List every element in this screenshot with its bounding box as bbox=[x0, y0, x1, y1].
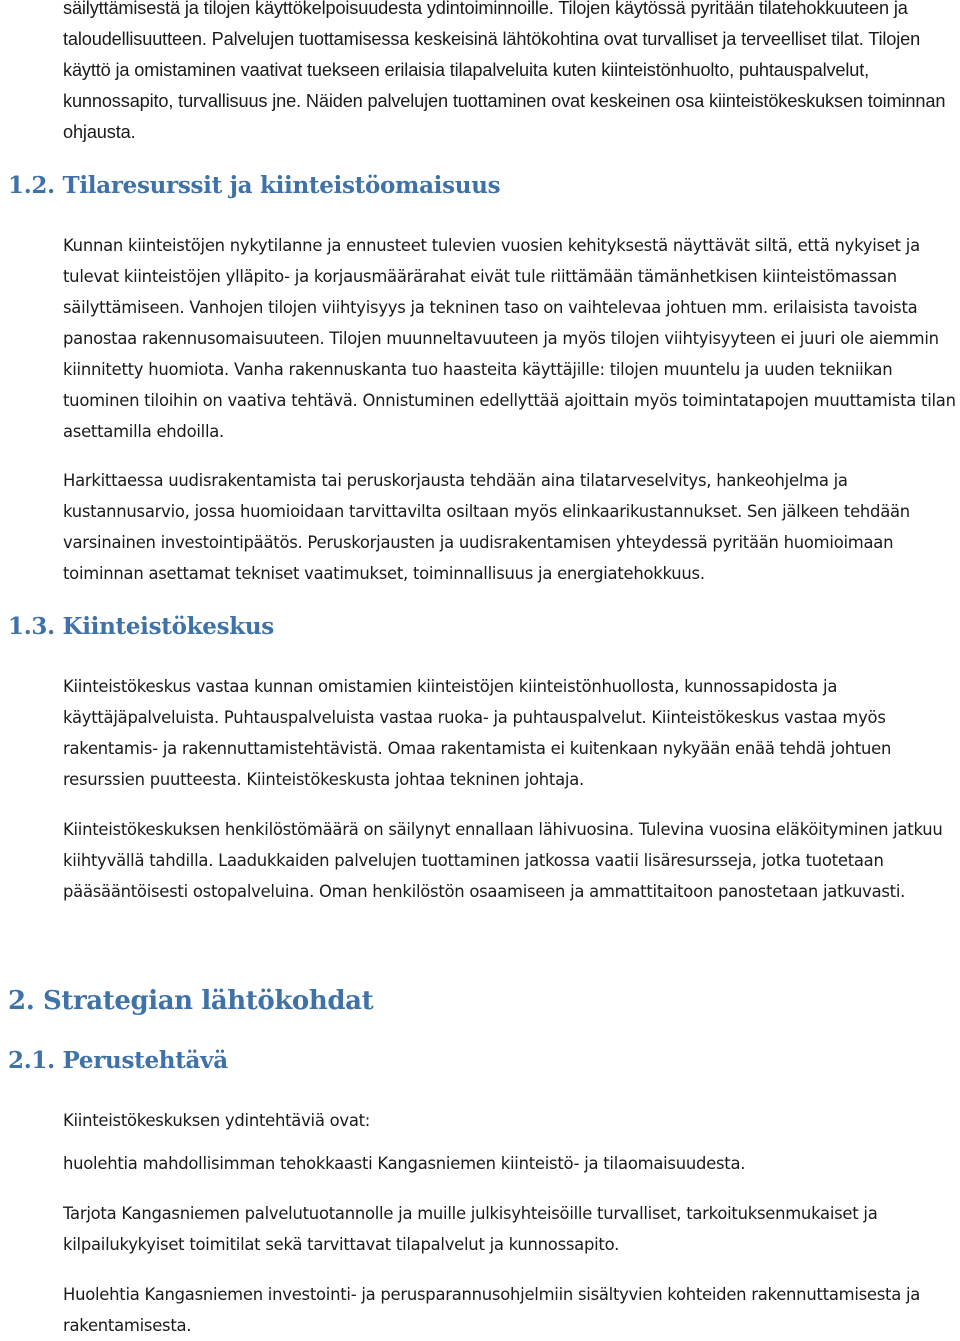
intro-paragraph: säilyttämisestä ja tilojen käyttökelpoisuudesta ydintoiminnoille. Tilojen käytössä pyritään tilatehokkuuteen ja taloudellisuutteen. Palvelujen tuottamisessa keskeisinä lähtökohtina ovat turvalliset ja terveelliset tilat. Tilojen käyttö ja omistaminen vaativat tuekseen erilaisia tilapalveluita kuten kiinteistönhuolto, puhtauspalvelut, kunnossapito, turvallisuus jne. Näiden palvelujen tuottaminen ovat keskeinen osa kiinteistökeskuksen toiminnan ohjausta. bbox=[63, 0, 946, 142]
paragraph-kiinteistojen-nykytilanne: Kunnan kiinteistöjen nykytilanne ja ennusteet tulevien vuosien kehityksestä näyttävät siltä, että nykyiset ja tulevat kiinteistöjen ylläpito- ja korjausmäärärahat eivät tule riittämään tämänhetkisen kiinteistömassan säilyttämiseen. Vanhojen tilojen viihtyisyys ja tekninen taso on vaihtelevaa johtuen mm. erilaisista tavoista panostaa rakennusomaisuuteen. Tilojen muunneltavuuteen ja myös tilojen viihtyisyyteen ei juuri ole aiemmin kiinnitetty huomiota. Vanha rakennuskanta tuo haasteita käyttäjille: tilojen muuntelu ja uuden tekniikan tuominen tiloihin on vaativa tehtävä. Onnistuminen edellyttää ajoittain myös toimintatapojen muuttamista tilan asettamilla ehdoilla. bbox=[63, 236, 956, 441]
paragraph-ydintehtava-2: Tarjota Kangasniemen palvelutuotannolle ja muille julkisyhteisöille turvalliset, tarkoituksenmukaiset ja kilpailukykyiset toimitilat sekä tarvittavat tilapalvelut ja kunnossapito. bbox=[63, 1204, 878, 1254]
paragraph-ydintehtavat-intro: Kiinteistökeskuksen ydintehtäviä ovat: bbox=[63, 1111, 371, 1130]
paragraph-kiinteistokeskus-vastaa: Kiinteistökeskus vastaa kunnan omistamien kiinteistöjen kiinteistönhuollosta, kunnossapidosta ja käyttäjäpalveluista. Puhtauspalveluista vastaa ruoka- ja puhtauspalvelut. Kiinteistökeskus vastaa myös rakentamis- ja rakennuttamistehtävistä. Omaa rakentamista ei kuitenkaan nykyään enää tehdä johtuen resurssien puutteesta. Kiinteistökeskusta johtaa tekninen johtaja. bbox=[63, 677, 892, 789]
section-heading-2-1: 2.1. Perustehtävä bbox=[8, 1047, 228, 1074]
section-heading-2: 2. Strategian lähtökohdat bbox=[8, 986, 374, 1016]
paragraph-ydintehtava-1: huolehtia mahdollisimman tehokkaasti Kangasniemen kiinteistö- ja tilaomaisuudesta. bbox=[63, 1154, 746, 1173]
paragraph-uudisrakentaminen: Harkittaessa uudisrakentamista tai peruskorjausta tehdään aina tilatarveselvitys, hankeohjelma ja kustannusarvio, jossa huomioidaan tarvittavilta osiltaan myös elinkaarikustannukset. Sen jälkeen tehdään varsinainen investointipäätös. Peruskorjausten ja uudisrakentamisen yhteydessä pyritään huomioimaan toiminnan asettamat tekniset vaatimukset, toiminnallisuus ja energiatehokkuus. bbox=[63, 471, 910, 583]
section-heading-1-3: 1.3. Kiinteistökeskus bbox=[8, 613, 274, 640]
section-heading-1-2: 1.2. Tilaresurssit ja kiinteistöomaisuus bbox=[8, 172, 501, 199]
paragraph-henkilostomaara: Kiinteistökeskuksen henkilöstömäärä on säilynyt ennallaan lähivuosina. Tulevina vuosina eläköityminen jatkuu kiihtyvällä tahdilla. Laadukkaiden palvelujen tuottaminen jatkossa vaatii lisäresursseja, jotka tuotetaan pääsääntöisesti ostopalveluina. Oman henkilöstön osaamiseen ja ammattitaitoon panostetaan jatkuvasti. bbox=[63, 820, 943, 901]
paragraph-ydintehtava-3: Huolehtia Kangasniemen investointi- ja perusparannusohjelmiin sisältyvien kohteiden rakennuttamisesta ja rakentamisesta. bbox=[63, 1285, 921, 1335]
